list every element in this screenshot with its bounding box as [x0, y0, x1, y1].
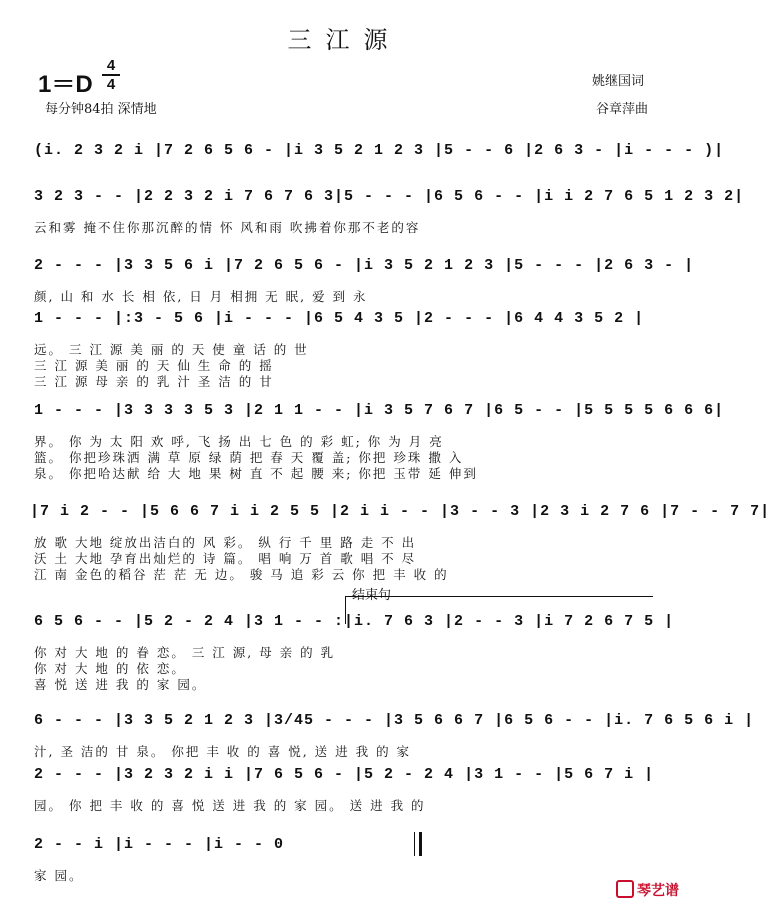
logo-text: 琴艺谱 [637, 882, 679, 898]
lyric-line: 园。 你 把 丰 收 的 喜 悦 送 进 我 的 家 园。 送 进 我 的 [34, 798, 426, 813]
score-row [0, 503, 770, 583]
notation-line: 6 - - - |3 3 5 2 1 2 3 |3/45 - - - |3 5 6 6 7 |6 5 6 - - |i. 7 6 5 6 i | [34, 712, 755, 729]
score-row [0, 613, 689, 693]
lyric-line: 沃 土 大地 孕育出灿烂的 诗 篇。 唱 响 万 首 歌 唱 不 尽 [34, 551, 417, 566]
tempo-marking: 每分钟84拍 深情地 [45, 102, 157, 117]
lyric-line: 家 园。 [34, 868, 84, 883]
lyric-line: 远。 三 江 源 美 丽 的 天 使 童 话 的 世 [34, 342, 309, 357]
lyric-line: 篮。 你把珍珠洒 满 草 原 绿 荫 把 春 天 覆 盖; 你把 珍珠 撒 入 [34, 450, 464, 465]
notation-line: 1 - - - |3 3 3 3 5 3 |2 1 1 - - |i 3 5 7 6 7 |6 5 - - |5 5 5 5 6 6 6| [34, 402, 725, 419]
key-signature: 1＝D [38, 71, 93, 98]
time-signature [102, 58, 120, 92]
lyric-line: 泉。 你把哈达献 给 大 地 果 树 直 不 起 腰 来; 你把 玉带 延 伸到 [34, 466, 478, 481]
score-row [0, 766, 689, 846]
notation-line: 2 - - i |i - - - |i - - 0 [34, 836, 285, 853]
notation-line: (i. 2 3 2 i |7 2 6 5 6 - |i 3 5 2 1 2 3 |5 - - 6 |2 6 3 - |i - - - )| [34, 142, 725, 159]
lyric-line: 界。 你 为 太 阳 欢 呼, 飞 扬 出 七 色 的 彩 虹; 你 为 月 亮 [34, 434, 444, 449]
lyric-line: 三 江 源 母 亲 的 乳 汁 圣 洁 的 甘 [34, 374, 274, 389]
lyric-line: 汁, 圣 洁的 甘 泉。 你把 丰 收 的 喜 悦, 送 进 我 的 家 [34, 744, 412, 759]
lyric-line: 你 对 大 地 的 依 恋。 [34, 661, 186, 676]
lyric-line: 三 江 源 美 丽 的 天 仙 生 命 的 摇 [34, 358, 274, 373]
lyric-line: 你 对 大 地 的 眷 恋。 三 江 源, 母 亲 的 乳 [34, 645, 336, 660]
coda-label: 结束句 [352, 588, 392, 603]
time-signature-top: 4 [106, 57, 116, 74]
lyric-line: 放 歌 大地 绽放出洁白的 风 彩。 纵 行 千 里 路 走 不 出 [34, 535, 417, 550]
notation-line: 2 - - - |3 3 5 6 i |7 2 6 5 6 - |i 3 5 2 1 2 3 |5 - - - |2 6 3 - | [34, 257, 695, 274]
lyric-line: 喜 悦 送 进 我 的 家 园。 [34, 677, 207, 692]
composer-credit: 谷章萍曲 [596, 102, 649, 117]
score-row [0, 836, 689, 916]
logo-icon [616, 880, 634, 898]
lyric-line: 云和雾 掩不住你那沉醉的情 怀 风和雨 吹拂着你那不老的容 [34, 220, 421, 235]
score-row [0, 310, 689, 390]
notation-line: 6 5 6 - - |5 2 - 2 4 |3 1 - - :|i. 7 6 3 |2 - - 3 |i 7 2 6 7 5 | [34, 613, 675, 630]
score-row [0, 188, 745, 268]
final-barline [414, 832, 422, 856]
notation-line: 1 - - - |:3 - 5 6 |i - - - |6 5 4 3 5 |2 - - - |6 4 4 3 5 2 | [34, 310, 645, 327]
lyric-line: 颜, 山 和 水 长 相 依, 日 月 相拥 无 眠, 爱 到 永 [34, 289, 368, 304]
site-logo [616, 880, 679, 900]
coda-bracket [345, 596, 653, 597]
lyric-line: 江 南 金色的稻谷 茫 茫 无 边。 骏 马 追 彩 云 你 把 丰 收 的 [34, 567, 449, 582]
time-signature-bottom: 4 [106, 76, 116, 93]
score-row [0, 402, 725, 482]
notation-line: 2 - - - |3 2 3 2 i i |7 6 5 6 - |5 2 - 2 4 |3 1 - - |5 6 7 i | [34, 766, 655, 783]
notation-line: |7 i 2 - - |5 6 6 7 i i 2 5 5 |2 i i - - |3 - - 3 |2 3 i 2 7 6 |7 - - 7 7| [30, 503, 770, 520]
lyricist-credit: 姚继国词 [592, 74, 645, 89]
notation-line: 3 2 3 - - |2 2 3 2 i 7 6 7 6 3|5 - - - |6 5 6 - - |i i 2 7 6 5 1 2 3 2| [34, 188, 745, 205]
page-title: 三江源 [287, 26, 402, 54]
